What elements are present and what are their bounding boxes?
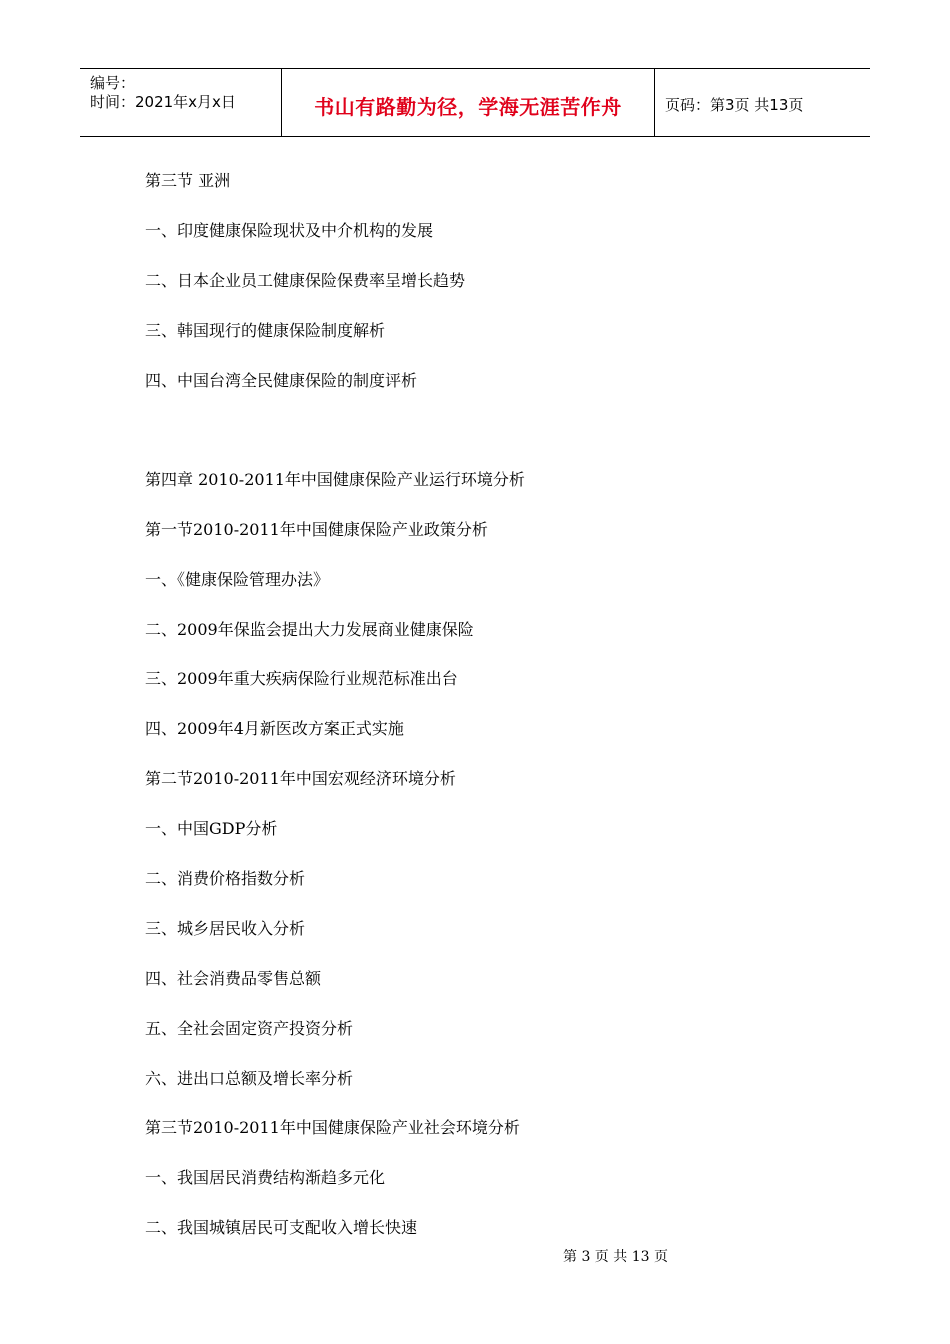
header-page-cell xyxy=(655,69,870,136)
toc-chapter-heading: 第四章 2010-2011年中国健康保险产业运行环境分析 xyxy=(145,470,525,489)
header-meta-cell xyxy=(80,69,282,136)
header-motto-cell xyxy=(282,69,655,136)
header-page-info: 页码：第3页 共13页 xyxy=(665,95,804,114)
toc-item: 三、2009年重大疾病保险行业规范标准出台 xyxy=(145,669,458,688)
toc-section-heading: 第二节2010-2011年中国宏观经济环境分析 xyxy=(145,769,456,788)
toc-item: 一、印度健康保险现状及中介机构的发展 xyxy=(145,221,434,240)
page-header xyxy=(80,68,870,137)
toc-item: 四、社会消费品零售总额 xyxy=(145,969,322,988)
document-time-label: 时间：2021年x月x日 xyxy=(90,93,236,111)
toc-section-heading: 第一节2010-2011年中国健康保险产业政策分析 xyxy=(145,520,488,539)
toc-item: 二、2009年保监会提出大力发展商业健康保险 xyxy=(145,620,474,639)
toc-item: 二、消费价格指数分析 xyxy=(145,869,306,888)
toc-item: 一、中国GDP分析 xyxy=(145,819,278,838)
toc-item: 三、城乡居民收入分析 xyxy=(145,919,306,938)
toc-item: 六、进出口总额及增长率分析 xyxy=(145,1069,354,1088)
toc-item: 一、《健康保险管理办法》 xyxy=(145,570,330,589)
toc-item: 一、我国居民消费结构渐趋多元化 xyxy=(145,1168,386,1187)
header-motto: 书山有路勤为径，学海无涯苦作舟 xyxy=(314,95,622,119)
toc-section-heading: 第三节2010-2011年中国健康保险产业社会环境分析 xyxy=(145,1118,520,1137)
toc-item: 二、日本企业员工健康保险保费率呈增长趋势 xyxy=(145,271,466,290)
toc-item: 五、全社会固定资产投资分析 xyxy=(145,1019,354,1038)
toc-item: 二、我国城镇居民可支配收入增长快速 xyxy=(145,1218,418,1237)
page-footer: 第 3 页 共 13 页 xyxy=(563,1249,668,1265)
toc-item: 三、韩国现行的健康保险制度解析 xyxy=(145,321,386,340)
toc-item: 四、2009年4月新医改方案正式实施 xyxy=(145,719,404,738)
toc-section-heading: 第三节 亚洲 xyxy=(145,171,231,190)
toc-item: 四、中国台湾全民健康保险的制度评析 xyxy=(145,371,418,390)
document-number-label: 编号： xyxy=(90,74,136,92)
